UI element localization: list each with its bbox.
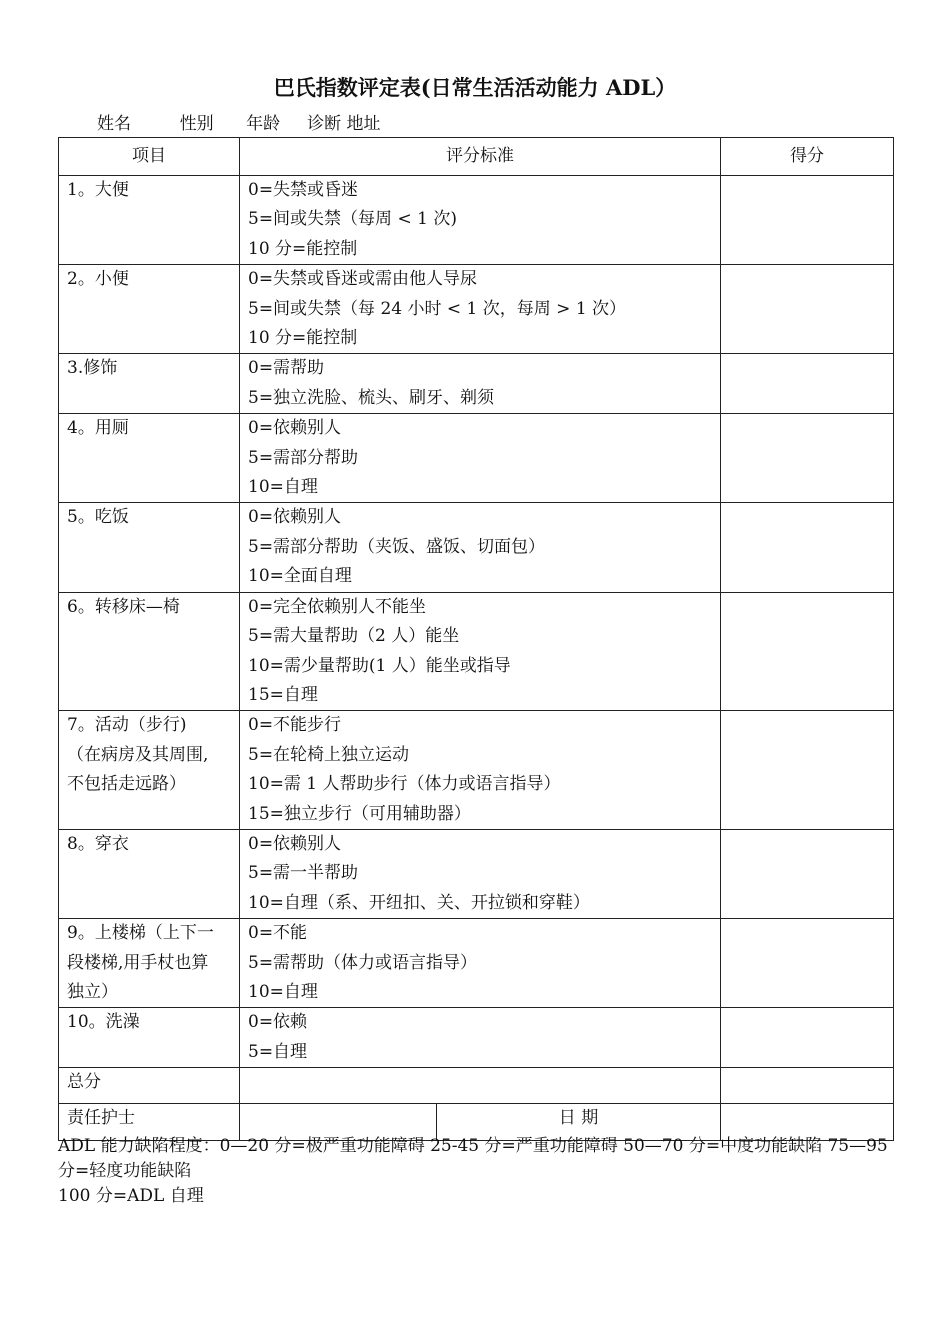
header-criteria: 评分标准 xyxy=(240,138,721,176)
score-cell[interactable] xyxy=(721,592,894,711)
item-label: 2。小便 xyxy=(67,269,129,290)
age-label: 年龄 xyxy=(246,114,281,134)
page-title: 巴氏指数评定表(日常生活活动能力 ADL） xyxy=(273,75,677,100)
nurse-label: 责任护士 xyxy=(59,1104,240,1141)
criteria-option: 5=需部分帮助 xyxy=(248,447,359,468)
total-label: 总分 xyxy=(59,1068,240,1104)
item-cell xyxy=(59,592,240,711)
item-label: 10。洗澡 xyxy=(67,1012,140,1033)
table-header-row xyxy=(59,138,894,176)
item-cell xyxy=(59,919,240,1008)
address-label: 地址 xyxy=(346,114,381,134)
score-cell[interactable] xyxy=(721,414,894,503)
diagnosis-label: 诊断 xyxy=(307,114,342,134)
criteria-cell xyxy=(240,414,721,503)
score-cell[interactable] xyxy=(721,265,894,354)
total-criteria-cell xyxy=(240,1068,721,1104)
header-score: 得分 xyxy=(721,138,894,176)
footer-line-1: ADL 能力缺陷程度：0—20 分=极严重功能障碍 25-45 分=严重功能障碍 50—70 分=中度功能缺陷 75—95 分=轻度功能缺陷 xyxy=(58,1136,888,1181)
criteria-cell xyxy=(240,354,721,414)
table-row xyxy=(59,1008,894,1068)
criteria-cell xyxy=(240,829,721,918)
table-row xyxy=(59,354,894,414)
total-row xyxy=(59,1068,894,1104)
criteria-option: 0=依赖别人 xyxy=(248,507,342,528)
table-row xyxy=(59,711,894,830)
table-row xyxy=(59,414,894,503)
adl-scale-note xyxy=(58,1134,898,1209)
item-cell xyxy=(59,503,240,592)
score-cell[interactable] xyxy=(721,354,894,414)
criteria-option: 0=不能步行 xyxy=(248,715,342,736)
criteria-option: 5=自理 xyxy=(248,1041,308,1062)
item-label: 不包括走远路） xyxy=(67,774,186,795)
criteria-option: 5=间或失禁（每 24 小时 < 1 次，每周 > 1 次） xyxy=(248,298,627,319)
criteria-option: 5=需帮助（体力或语言指导） xyxy=(248,952,478,973)
item-label: 7。活动（步行) xyxy=(67,715,187,736)
footer-line-2: 100 分=ADL 自理 xyxy=(58,1186,204,1206)
criteria-option: 15=自理 xyxy=(248,684,318,705)
table-row xyxy=(59,265,894,354)
criteria-option: 10=需 1 人帮助步行（体力或语言指导） xyxy=(248,774,561,795)
item-label: 9。上楼梯（上下一 xyxy=(67,923,214,944)
criteria-option: 5=在轮椅上独立运动 xyxy=(248,744,410,765)
criteria-option: 0=完全依赖别人不能坐 xyxy=(248,596,427,617)
criteria-option: 10 分=能控制 xyxy=(248,328,358,349)
item-label: 6。转移床—椅 xyxy=(67,596,180,617)
score-cell[interactable] xyxy=(721,919,894,1008)
item-label: 段楼梯,用手杖也算 xyxy=(67,952,209,973)
item-label: 4。用厕 xyxy=(67,418,129,439)
table-row xyxy=(59,829,894,918)
criteria-option: 15=独立步行（可用辅助器） xyxy=(248,803,471,824)
criteria-cell xyxy=(240,1008,721,1068)
criteria-option: 5=间或失禁（每周 < 1 次) xyxy=(248,209,457,230)
header-item: 项目 xyxy=(59,138,240,176)
item-label: 1。大便 xyxy=(67,180,129,200)
item-label: 3.修饰 xyxy=(67,358,118,379)
item-cell xyxy=(59,176,240,265)
criteria-cell xyxy=(240,503,721,592)
criteria-cell xyxy=(240,711,721,830)
criteria-option: 0=失禁或昏迷 xyxy=(248,180,359,200)
criteria-option: 0=失禁或昏迷或需由他人导尿 xyxy=(248,269,478,290)
criteria-option: 10=需少量帮助(1 人）能坐或指导 xyxy=(248,655,511,676)
item-label: 5。吃饭 xyxy=(67,507,129,528)
item-label: 独立） xyxy=(67,981,118,1002)
table-row xyxy=(59,503,894,592)
score-cell[interactable] xyxy=(721,1008,894,1068)
criteria-option: 10=自理 xyxy=(248,981,318,1002)
criteria-option: 5=需大量帮助（2 人）能坐 xyxy=(248,626,460,647)
criteria-option: 0=依赖别人 xyxy=(248,833,342,854)
name-label: 姓名 xyxy=(97,114,131,134)
criteria-option: 0=不能 xyxy=(248,923,308,944)
criteria-option: 5=独立洗脸、梳头、刷牙、剃须 xyxy=(248,387,495,408)
gender-label: 性别 xyxy=(179,114,214,134)
criteria-option: 5=需一半帮助 xyxy=(248,863,359,884)
criteria-cell xyxy=(240,176,721,265)
score-cell[interactable] xyxy=(721,829,894,918)
criteria-option: 0=依赖 xyxy=(248,1012,308,1033)
score-cell[interactable] xyxy=(721,176,894,265)
table-row xyxy=(59,919,894,1008)
table-row xyxy=(59,176,894,265)
total-score-cell[interactable] xyxy=(721,1068,894,1104)
criteria-option: 0=依赖别人 xyxy=(248,418,342,439)
item-cell xyxy=(59,829,240,918)
item-cell xyxy=(59,354,240,414)
criteria-option: 10=自理 xyxy=(248,477,318,498)
item-cell xyxy=(59,414,240,503)
criteria-option: 5=需部分帮助（夹饭、盛饭、切面包） xyxy=(248,536,546,557)
table-row xyxy=(59,592,894,711)
criteria-cell xyxy=(240,265,721,354)
criteria-option: 10=自理（系、开纽扣、关、开拉锁和穿鞋） xyxy=(248,892,590,913)
criteria-option: 10=全面自理 xyxy=(248,566,352,587)
item-cell xyxy=(59,1008,240,1068)
item-cell xyxy=(59,265,240,354)
item-label: （在病房及其周围, xyxy=(67,744,209,765)
item-cell xyxy=(59,711,240,830)
score-cell[interactable] xyxy=(721,503,894,592)
date-label: 日 期 xyxy=(437,1104,721,1141)
adl-assessment-table xyxy=(58,137,894,1141)
criteria-option: 0=需帮助 xyxy=(248,358,325,379)
patient-info-line xyxy=(97,111,381,137)
criteria-cell xyxy=(240,919,721,1008)
item-label: 8。穿衣 xyxy=(67,833,129,854)
score-cell[interactable] xyxy=(721,711,894,830)
criteria-cell xyxy=(240,592,721,711)
criteria-option: 10 分=能控制 xyxy=(248,238,358,259)
